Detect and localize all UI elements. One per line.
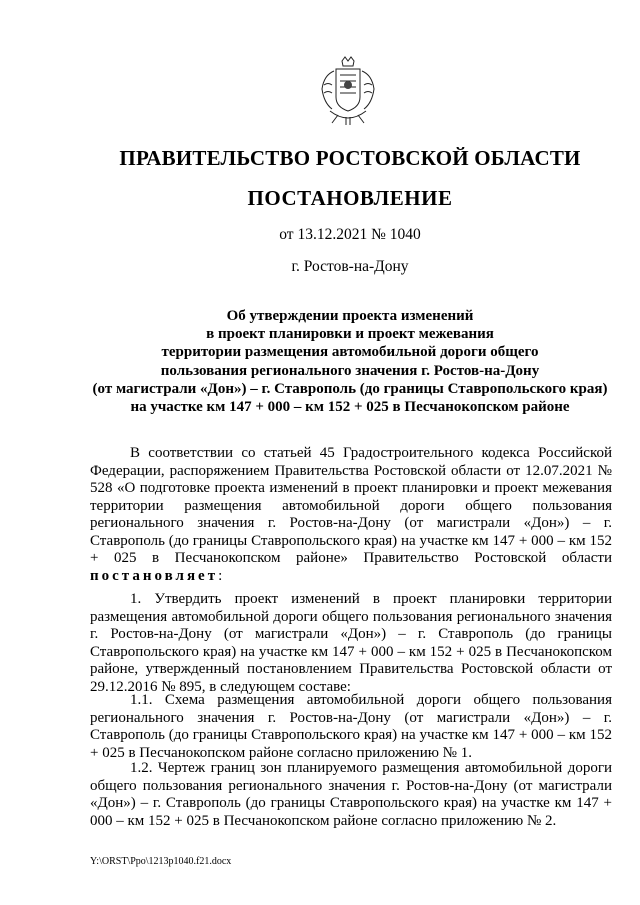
item-text: 1.1. Схема размещения автомобильной дороги общего пользования регионального значения г. Ростов-на-Дону (от магистрали «Дон») – г. Ставрополь (до границы Ставропольского края) на участке км 147 + 000 – км 152 + 025 в Песчанокопском районе согласно приложению № 1. [90, 692, 612, 761]
item-text: 1. Утвердить проект изменений в проект планировки территории размещения автомобильной дороги общего пользования регионального значения г. Ростов-на-Дону (от магистрали «Дон») – г. Ставрополь (до границы Ставропольского края) на участке км 147 + 000 – км 152 + 025 в Песчанокопском районе, утвержденный постановлением Правительства Ростовской области от 29.12.2016 № 895, в следующем составе: [90, 591, 612, 695]
title-line: (от магистрали «Дон») – г. Ставрополь (до границы Ставропольского края) [92, 380, 608, 397]
government-name: ПРАВИТЕЛЬСТВО РОСТОВСКОЙ ОБЛАСТИ [119, 146, 581, 170]
title-line: пользования регионального значения г. Ростов-на-Дону [160, 362, 540, 379]
title-line: в проект планировки и проект межевания [206, 326, 494, 343]
title-line: Об утверждении проекта изменений [226, 308, 474, 324]
preamble-tail: : [218, 567, 223, 584]
decides-word: постановляет [90, 567, 219, 584]
document-type: ПОСТАНОВЛЕНИЕ [247, 186, 453, 210]
preamble-paragraph [90, 445, 612, 585]
resolution-title [0, 307, 640, 416]
preamble-text: В соответствии со статьей 45 Градостроительного кодекса Российской Федерации, распоряжением Правительства Ростовской области от 12.07.2021 № 528 «О подготовке проекта изменений в проект планировки и проект межевания территории размещения автомобильной дороги общего пользования регионального значения г. Ростов-на-Дону (от магистрали «Дон») – г. Ставрополь (до границы Ставропольского края) на участке км 147 + 000 – км 152 + 025 в Песчанокопском районе» Правительство Ростовской области [90, 445, 612, 566]
title-line: на участке км 147 + 000 – км 152 + 025 в Песчанокопском районе [130, 399, 570, 416]
item-1-1 [90, 692, 612, 762]
city: г. Ростов-на-Дону [291, 258, 409, 275]
title-line: территории размещения автомобильной дороги общего [161, 344, 539, 361]
item-text: 1.2. Чертеж границ зон планируемого размещения автомобильной дороги общего пользования регионального значения г. Ростов-на-Дону (от магистрали «Дон») – г. Ставрополь (до границы Ставропольского края) на участке км 147 + 000 – км 152 + 025 в Песчанокопском районе согласно приложению № 2. [90, 760, 612, 829]
file-path: Y:\ORST\Ppo\1213p1040.f21.docx [90, 856, 232, 867]
item-1-2 [90, 760, 612, 830]
item-1 [90, 591, 612, 696]
date-number: от 13.12.2021 № 1040 [279, 226, 421, 243]
coat-of-arms-icon [316, 55, 380, 127]
